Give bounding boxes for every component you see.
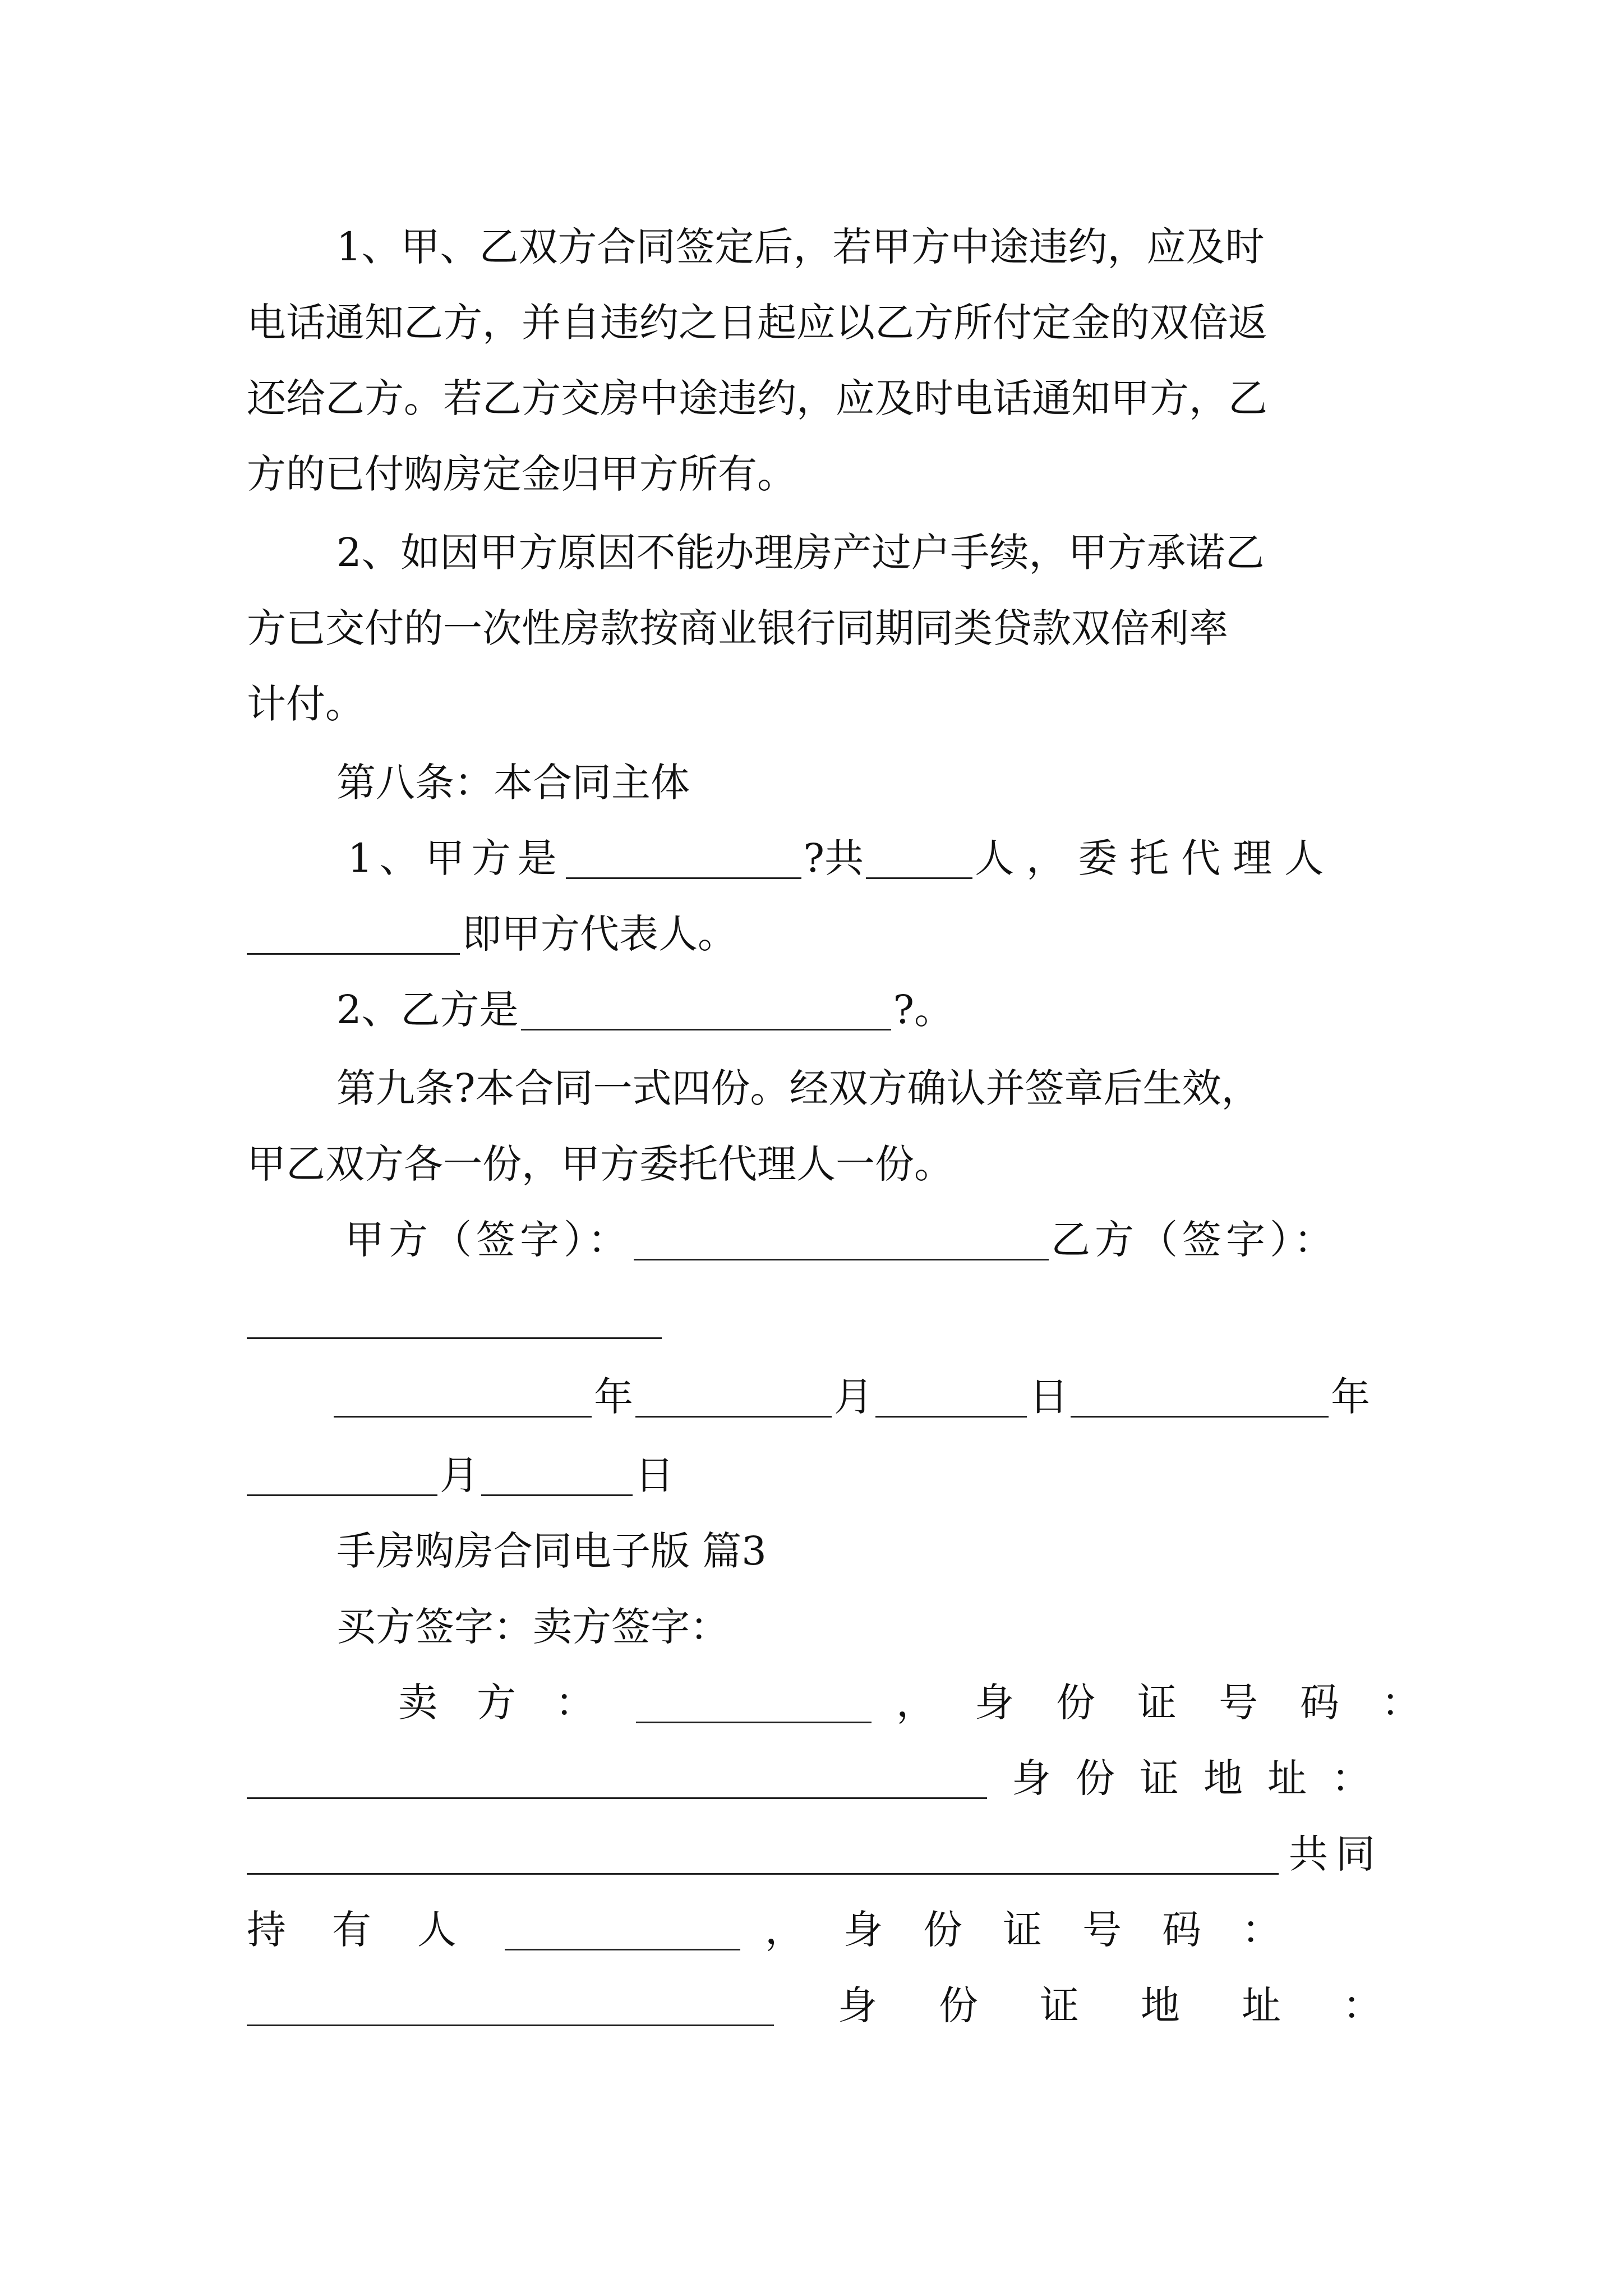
seller-address-line [247,1820,1385,1888]
party-b-signature-label: 乙方（签字）： [1051,1217,1338,1263]
co-holder-label-part-2: 持有人 [247,1907,502,1953]
co-holder-comma: ， [765,1907,804,1953]
date-line-cont [247,1442,1385,1509]
party-a-day-blank [875,1377,1027,1418]
seller-line [247,1669,1463,1736]
paragraph-1-line-4: 方的已付购房定金归甲方所有。 [247,451,796,497]
item-1-suffix: 即甲方代表人。 [462,911,737,957]
party-b-name-blank [521,990,891,1030]
article-8-heading: 第八条：本合同主体 [336,760,690,806]
co-holder-id-number-label: 身份证号码： [843,1907,1321,1953]
seller-id-number-blank [247,1758,987,1799]
co-holder-id-number-blank [247,1985,774,2026]
party-a-month-label: 月 [834,1374,873,1420]
date-line [247,1363,1385,1430]
party-b-signature-blank [247,1298,662,1339]
item-1-mid-1: ?共 [803,835,864,881]
party-b-month-label: 月 [440,1452,479,1498]
paragraph-2-line-3: 计付。 [247,681,365,727]
party-b-day-blank [481,1455,633,1496]
co-holder-id-address-label: 身份证地址： [838,1982,1444,2028]
party-b-day-label: 日 [635,1452,674,1498]
party-a-day-label: 日 [1029,1374,1068,1420]
paragraph-1-line-1: 1、甲、乙双方合同签定后，若甲方中途违约，应及时 [336,224,1265,270]
item-1-prefix: 1、甲方是 [348,835,564,881]
party-a-month-blank [635,1377,832,1418]
paragraph-1-line-3: 还给乙方。若乙方交房中途违约，应及时电话通知甲方，乙 [247,375,1267,421]
paragraph-2-line-2: 方已交付的一次性房款按商业银行同期同类贷款双倍利率 [247,605,1228,651]
seller-id-address-label: 身份证地址： [1012,1755,1395,1801]
party-b-month-blank [247,1455,437,1496]
article-8-item-1 [247,825,1385,892]
paragraph-2-line-1: 2、如因甲方原因不能办理房产过户手续，甲方承诺乙 [336,530,1265,576]
paragraph-1-line-2: 电话通知乙方，并自违约之日起应以乙方所付定金的双倍返 [247,300,1267,346]
party-a-name-blank [566,838,801,879]
party-a-year-label: 年 [594,1374,633,1420]
article-9-line-2: 甲乙双方各一份，甲方委托代理人一份。 [247,1141,953,1187]
article-8-item-1-cont [247,900,1385,968]
party-a-count-blank [866,838,972,879]
seller-id-number-label: 身份证号码： [975,1680,1463,1726]
item-2-suffix: ?。 [893,987,954,1033]
seller-label: 卖方： [398,1680,634,1726]
party-a-signature-blank [634,1220,1049,1260]
co-holder-line [247,1896,1385,1963]
co-holder-id-line [247,1972,1444,2039]
co-holder-label-part-1: 共同 [1289,1831,1383,1877]
article-8-item-2 [247,976,1385,1043]
seller-id-line [247,1745,1395,1812]
party-a-signature-label: 甲方（签字）： [345,1217,631,1263]
signature-line [247,1206,1385,1273]
seller-comma: ， [896,1680,935,1726]
item-2-prefix: 2、乙方是 [336,987,519,1033]
signature-line-cont [247,1285,1385,1352]
seller-name-blank [636,1682,872,1723]
section-3-signers: 买方签字：卖方签字： [336,1604,729,1650]
party-a-year-blank [334,1377,592,1418]
agent-name-blank [247,914,460,955]
party-b-year-label: 年 [1331,1374,1370,1420]
section-3-heading: 手房购房合同电子版 篇3 [336,1528,767,1574]
co-holder-name-blank [505,1910,740,1950]
article-9-line-1: 第九条?本合同一式四份。经双方确认并签章后生效， [336,1065,1261,1111]
party-b-year-blank [1071,1377,1329,1418]
item-1-mid-2: 人，委托代理人 [975,835,1336,881]
seller-id-address-blank [247,1834,1279,1875]
